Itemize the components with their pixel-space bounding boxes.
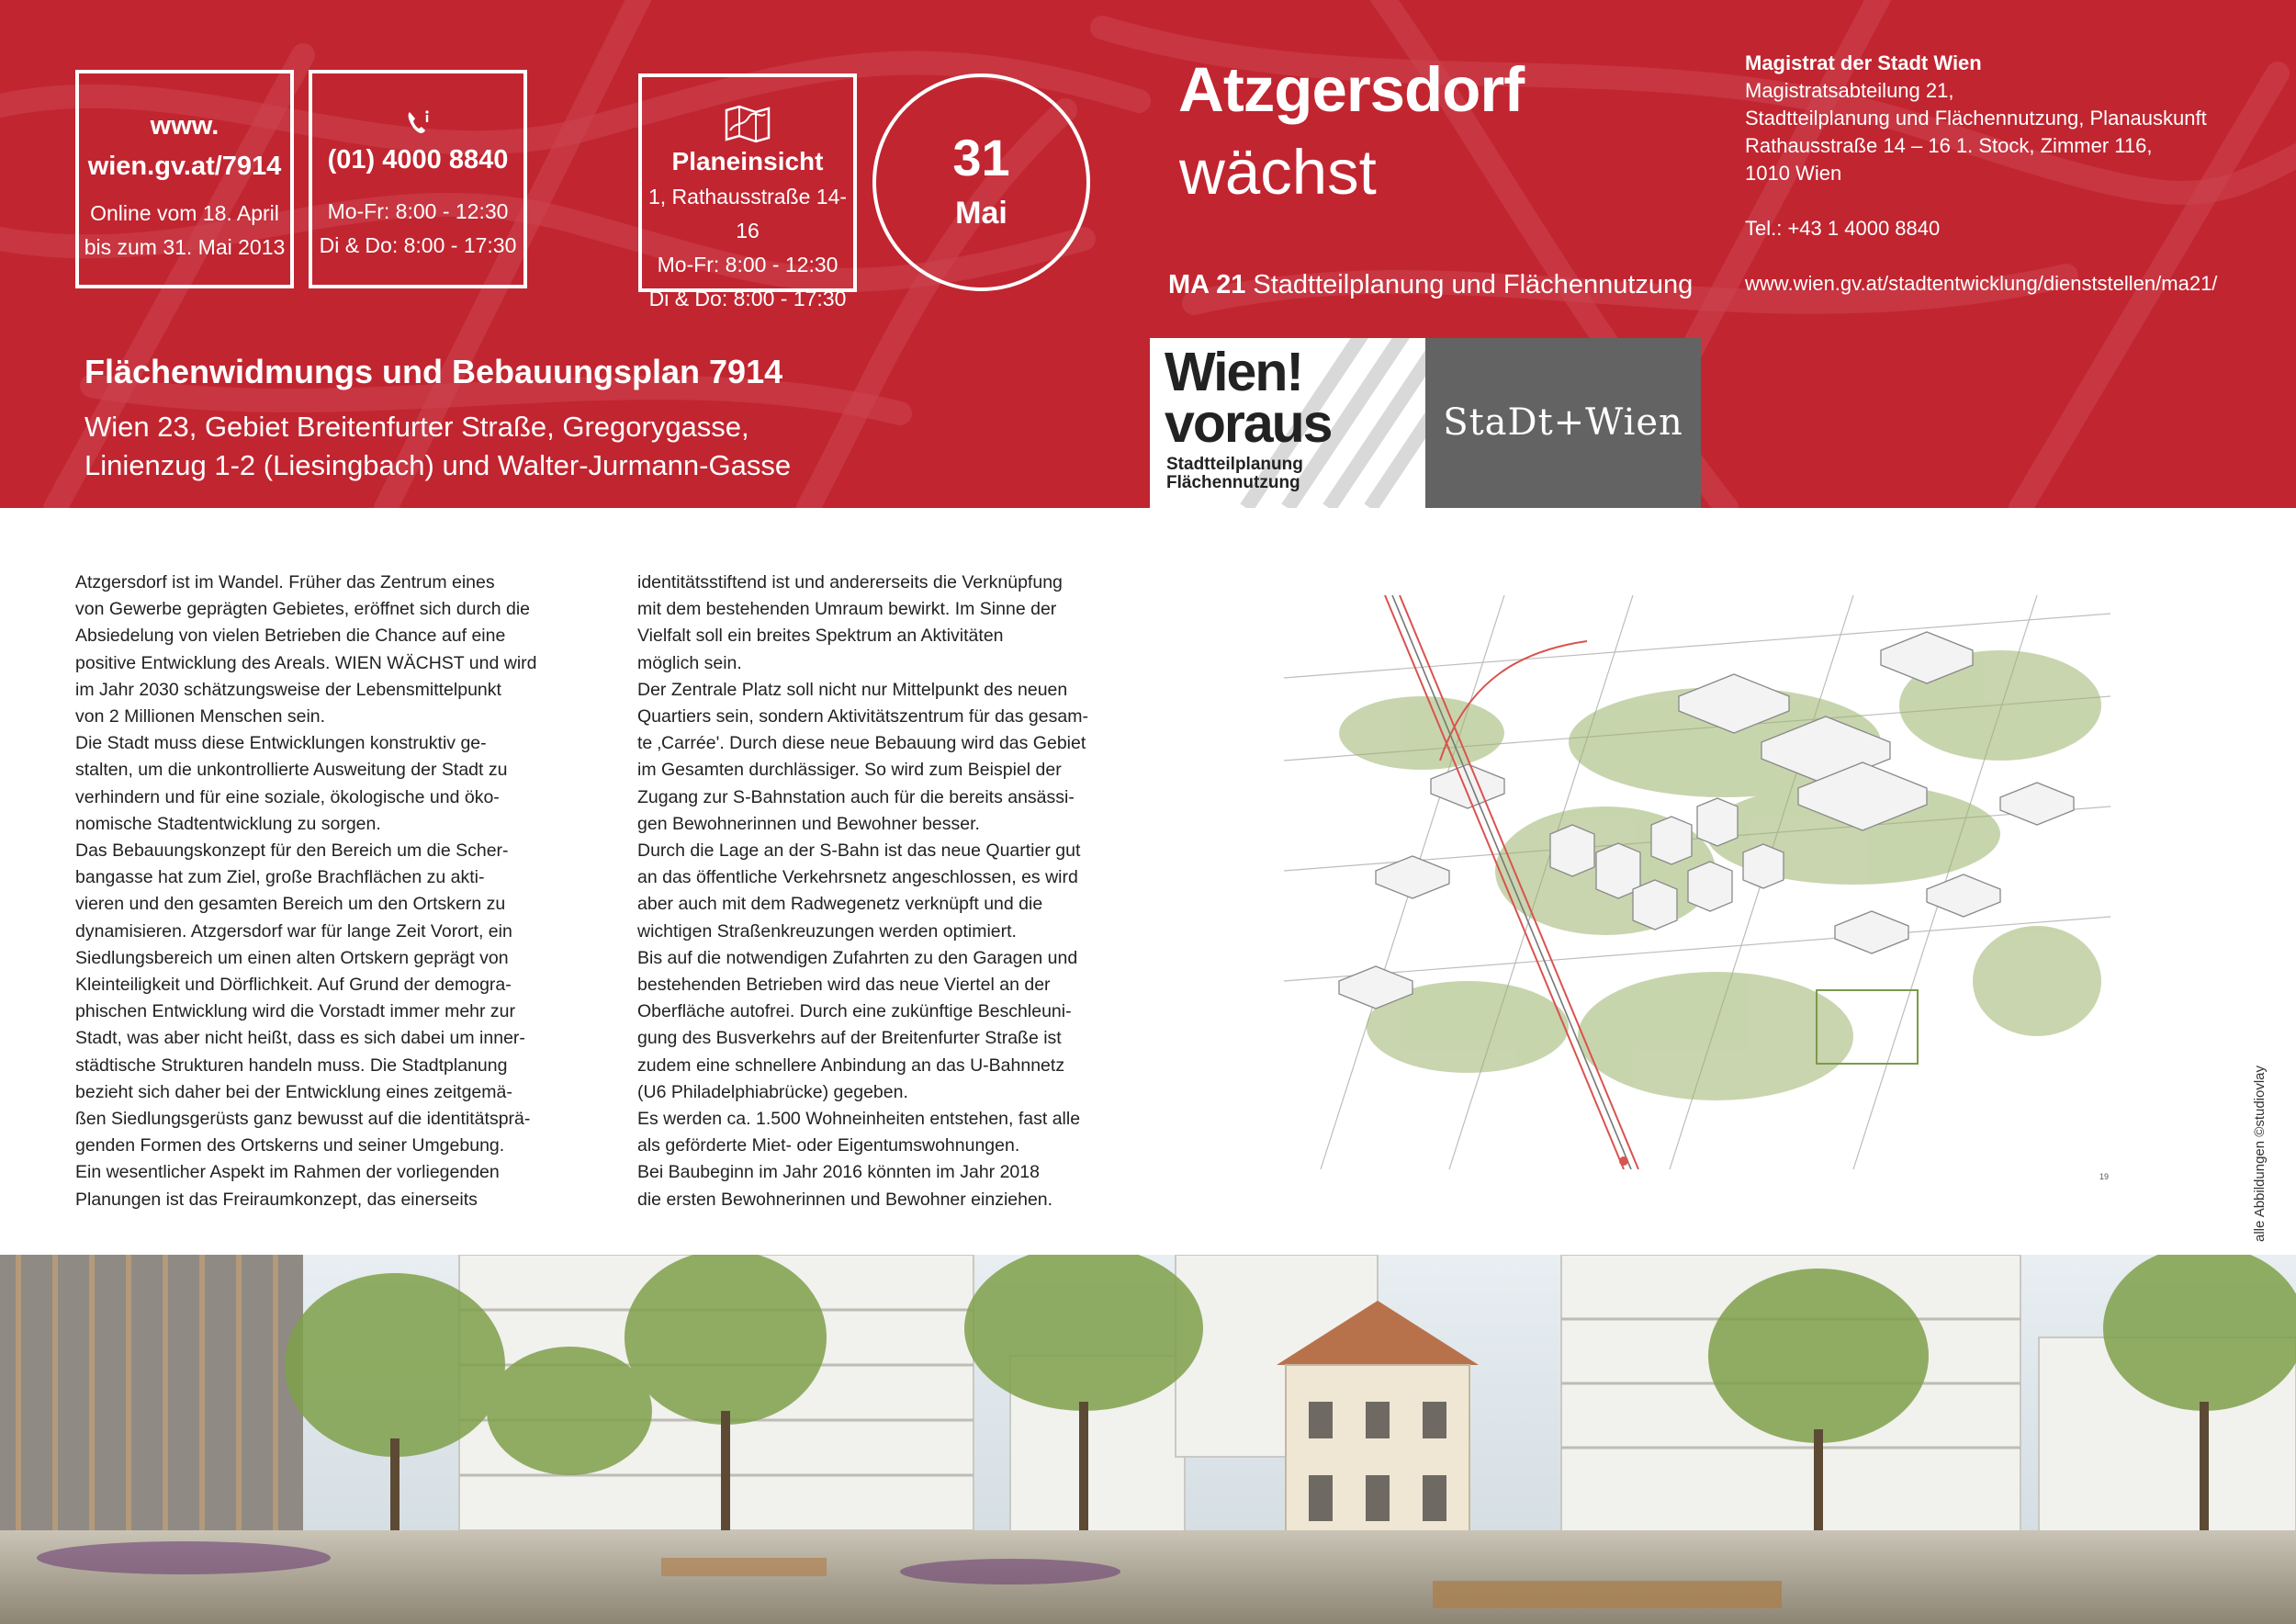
text-line: Atzgersdorf ist im Wandel. Früher das Zentrum eines (75, 572, 495, 592)
department-name: Stadtteilplanung und Flächennutzung (1245, 270, 1694, 299)
web-info-box (75, 70, 294, 288)
text-line: dynamisieren. Atzgersdorf war für lange Zeit Vorort, ein (75, 920, 512, 942)
phone-hours-dido: Di & Do: 8:00 - 17:30 (319, 233, 517, 257)
phone-info-icon (402, 107, 433, 138)
logo-subline-2: Flächennutzung (1166, 473, 1300, 492)
department-line (1168, 268, 1693, 301)
contact-line-1: Magistratsabteilung 21, (1745, 79, 1954, 102)
web-www: www. (150, 111, 219, 141)
text-line: te ‚Carrée'. Durch diese neue Bebauung wird das Gebiet (637, 733, 1086, 754)
body-text-column-2 (637, 570, 1152, 1213)
plan-heading: Flächenwidmungs und Bebauungsplan 7914 (84, 353, 783, 390)
text-line: nomische Stadtentwicklung zu sorgen. (75, 813, 381, 834)
page-number: 19 (2099, 1172, 2110, 1181)
text-line: bezieht sich daher bei der Entwicklung eines zeitgemä- (75, 1081, 512, 1102)
text-line: Stadt, was aber nicht heißt, dass es sich dabei um inner- (75, 1028, 525, 1049)
deadline-month: Mai (955, 196, 1007, 231)
web-online-from: Online vom 18. April (90, 201, 279, 225)
plan-area-description (84, 408, 791, 485)
axonometric-site-plan (1284, 595, 2110, 1169)
deadline-date-circle (872, 73, 1090, 291)
logo-subline-1: Stadtteilplanung (1166, 455, 1303, 474)
text-line: an das öffentliche Verkehrsnetz angeschlossen, es wird (637, 867, 1078, 888)
contact-name: Magistrat der Stadt Wien (1745, 51, 1982, 74)
text-line: (U6 Philadelphiabrücke) gegeben. (637, 1081, 908, 1102)
wien-voraus-logo (1150, 338, 1425, 508)
text-line: bangasse hat zum Ziel, große Brachflächen zu akti- (75, 867, 485, 888)
text-line: gung des Busverkehrs auf der Breitenfurter Straße ist (637, 1028, 1062, 1049)
plan-hours-mofr: Mo-Fr: 8:00 - 12:30 (657, 253, 838, 276)
contact-url[interactable]: www.wien.gv.at/stadtentwicklung/dienststellen/ma21/ (1745, 272, 2218, 295)
text-line: aber auch mit dem Radwegenetz verknüpft und die (637, 894, 1043, 915)
text-line: von Gewerbe geprägten Gebietes, eröffnet sich durch die (75, 599, 531, 620)
text-line: im Jahr 2030 schätzungsweise der Lebensmittelpunkt (75, 679, 501, 700)
image-credit: alle Abbildungen ©studiovlay (2252, 1065, 2268, 1242)
logo-subline (1166, 456, 1303, 492)
text-line: im Gesamten durchlässiger. So wird zum Beispiel der (637, 760, 1062, 781)
department-code: MA 21 (1168, 270, 1246, 299)
text-line: wichtigen Straßenkreuzungen werden optimiert. (637, 920, 1017, 942)
text-line: Siedlungsbereich um einen alten Ortskern geprägt von (75, 947, 509, 968)
plan-hours-dido: Di & Do: 8:00 - 17:30 (648, 287, 847, 310)
plan-address: 1, Rathausstraße 14-16 (647, 185, 848, 242)
text-line: Es werden ca. 1.500 Wohneinheiten entstehen, fast alle (637, 1109, 1081, 1130)
text-line: gen Bewohnerinnen und Bewohner besser. (637, 813, 980, 834)
contact-line-3: Rathausstraße 14 – 16 1. Stock, Zimmer 116, (1745, 134, 2153, 157)
text-line: Absiedelung von vielen Betrieben die Chance auf eine (75, 626, 506, 647)
text-line: bestehenden Betrieben wird das neue Viertel an der (637, 975, 1051, 996)
map-icon (723, 105, 772, 143)
text-line: von 2 Millionen Menschen sein. (75, 706, 326, 727)
text-line: Kleinteiligkeit und Dörflichkeit. Auf Grund der demogra- (75, 975, 512, 996)
text-line: Bis auf die notwendigen Zufahrten zu den Garagen und (637, 947, 1078, 968)
logo-wien-text: Wien! (1165, 342, 1303, 402)
text-line: Die Stadt muss diese Entwicklungen konstruktiv ge- (75, 733, 487, 754)
text-line: Das Bebauungskonzept für den Bereich um die Scher- (75, 840, 509, 862)
text-line: Vielfalt soll ein breites Spektrum an Aktivitäten (637, 626, 1004, 647)
stadt-wien-logo-text: StaDt+Wien (1443, 401, 1683, 444)
text-line: phischen Entwicklung wird die Vorstadt immer mehr zur (75, 1001, 516, 1022)
page-title: Atzgersdorf (1178, 54, 1525, 125)
text-line: Ein wesentlicher Aspekt im Rahmen der vorliegenden (75, 1162, 500, 1183)
contact-block (1745, 50, 2278, 298)
text-line: vieren und den gesamten Bereich um den Ortskern zu (75, 894, 506, 915)
text-line: Planungen ist das Freiraumkonzept, das einerseits (75, 1189, 478, 1210)
text-line: mit dem bestehenden Umraum bewirkt. Im Sinne der (637, 599, 1057, 620)
text-line: städtische Strukturen handeln muss. Die Stadtplanung (75, 1054, 508, 1076)
text-line: als geförderte Miet- oder Eigentumswohnungen. (637, 1135, 1020, 1156)
text-line: genden Formen des Ortskerns und seiner Umgebung. (75, 1135, 505, 1156)
phone-info-box (309, 70, 527, 288)
text-line: zudem eine schnellere Anbindung an das U-Bahnnetz (637, 1054, 1065, 1076)
phone-number[interactable]: (01) 4000 8840 (327, 145, 509, 175)
text-line: Durch die Lage an der S-Bahn ist das neue Quartier gut (637, 840, 1081, 862)
text-line: stalten, um die unkontrollierte Ausweitung der Stadt zu (75, 760, 508, 781)
plan-title-label: Planeinsicht (671, 147, 824, 175)
plan-area-line-2: Linienzug 1-2 (Liesingbach) und Walter-Jurmann-Gasse (84, 449, 792, 481)
architectural-rendering (0, 1255, 2296, 1624)
text-line: Oberfläche autofrei. Durch eine zukünftige Beschleuni- (637, 1001, 1072, 1022)
text-line: die ersten Bewohnerinnen und Bewohner einziehen. (637, 1189, 1053, 1210)
header-banner (0, 0, 2296, 508)
contact-phone[interactable]: Tel.: +43 1 4000 8840 (1745, 217, 1941, 240)
text-line: möglich sein. (637, 652, 742, 673)
logo-voraus-text: voraus (1165, 393, 1332, 454)
deadline-day: 31 (952, 129, 1010, 186)
body-text-column-1 (75, 570, 590, 1213)
text-line: Zugang zur S-Bahnstation auch für die bereits ansässi- (637, 786, 1075, 807)
text-line: Der Zentrale Platz soll nicht nur Mittelpunkt des neuen (637, 679, 1068, 700)
text-line: positive Entwicklung des Areals. WIEN WÄCHST und wird (75, 652, 537, 673)
text-line: verhindern und für eine soziale, ökologische und öko- (75, 786, 500, 807)
web-online-to: bis zum 31. Mai 2013 (84, 235, 286, 259)
plan-area-line-1: Wien 23, Gebiet Breitenfurter Straße, Gregorygasse, (84, 411, 749, 443)
page-subtitle: wächst (1179, 137, 1377, 208)
text-line: ßen Siedlungsgerüsts ganz bewusst auf die identitätsprä- (75, 1109, 531, 1130)
phone-hours-mofr: Mo-Fr: 8:00 - 12:30 (327, 199, 509, 223)
plan-info-box (638, 73, 857, 310)
contact-line-4: 1010 Wien (1745, 162, 1842, 185)
contact-line-2: Stadtteilplanung und Flächennutzung, Planauskunft (1745, 107, 2207, 130)
text-line: identitätsstiftend ist und andererseits die Verknüpfung (637, 572, 1063, 592)
stadt-wien-logo (1425, 338, 1701, 508)
text-line: Quartiers sein, sondern Aktivitätszentrum für das gesam- (637, 706, 1088, 727)
text-line: Bei Baubeginn im Jahr 2016 könnten im Jahr 2018 (637, 1162, 1040, 1183)
web-url[interactable]: wien.gv.at/7914 (87, 152, 282, 181)
